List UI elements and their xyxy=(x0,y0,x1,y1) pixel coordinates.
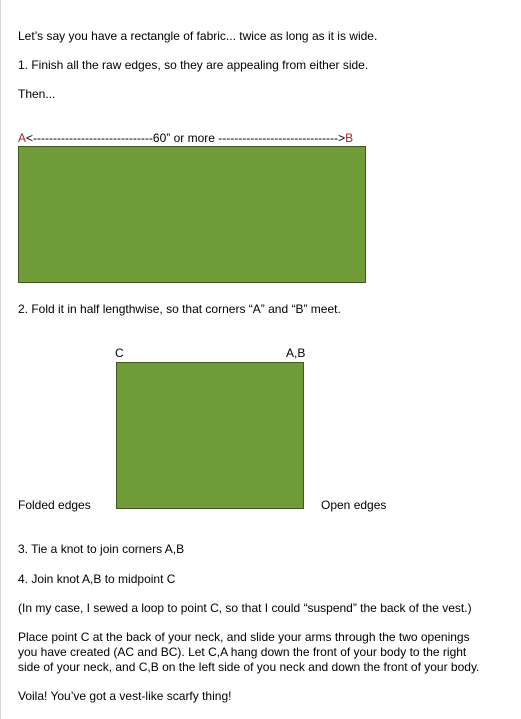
instructions-line-2: you have created (AC and BC). Let C,A hang down the front of your body to the right xyxy=(18,645,467,659)
arrow-left: <------------------------------ xyxy=(26,131,153,145)
step-3-text: 3. Tie a knot to join corners A,B xyxy=(18,542,185,556)
step-4-text: 4. Join knot A,B to midpoint C xyxy=(18,572,176,586)
unfolded-fabric-rectangle xyxy=(18,146,366,283)
step-1-text: 1. Finish all the raw edges, so they are appealing from either side. xyxy=(18,58,369,72)
folded-edges-label: Folded edges xyxy=(18,498,91,512)
instructions-line-1: Place point C at the back of your neck, and slide your arms through the two openings xyxy=(18,630,470,644)
then-text: Then... xyxy=(18,87,56,101)
corner-a-label: A xyxy=(18,131,27,145)
step-2-text: 2. Fold it in half lengthwise, so that corners “A” and “B” meet. xyxy=(18,302,341,316)
closing-text: Voila! You’ve got a vest-like scarfy thing! xyxy=(18,689,232,703)
arrow-right: ------------------------------> xyxy=(218,131,346,145)
page-left-border xyxy=(0,0,1,719)
corner-b-label: B xyxy=(345,131,354,145)
instructions-line-3: side of your neck, and C,B on the left side of you neck and down the front of your body. xyxy=(18,660,480,674)
intro-text: Let’s say you have a rectangle of fabric... twice as long as it is wide. xyxy=(18,29,378,43)
folded-fabric-rectangle xyxy=(116,362,304,509)
length-arrow-label xyxy=(18,131,353,146)
corner-ab-label: A,B xyxy=(286,346,306,360)
open-edges-label: Open edges xyxy=(321,498,387,512)
length-measure: 60” or more xyxy=(152,131,215,145)
note-text: (In my case, I sewed a loop to point C, so that I could “suspend” the back of the vest.) xyxy=(18,601,472,615)
corner-c-label: C xyxy=(115,346,124,360)
